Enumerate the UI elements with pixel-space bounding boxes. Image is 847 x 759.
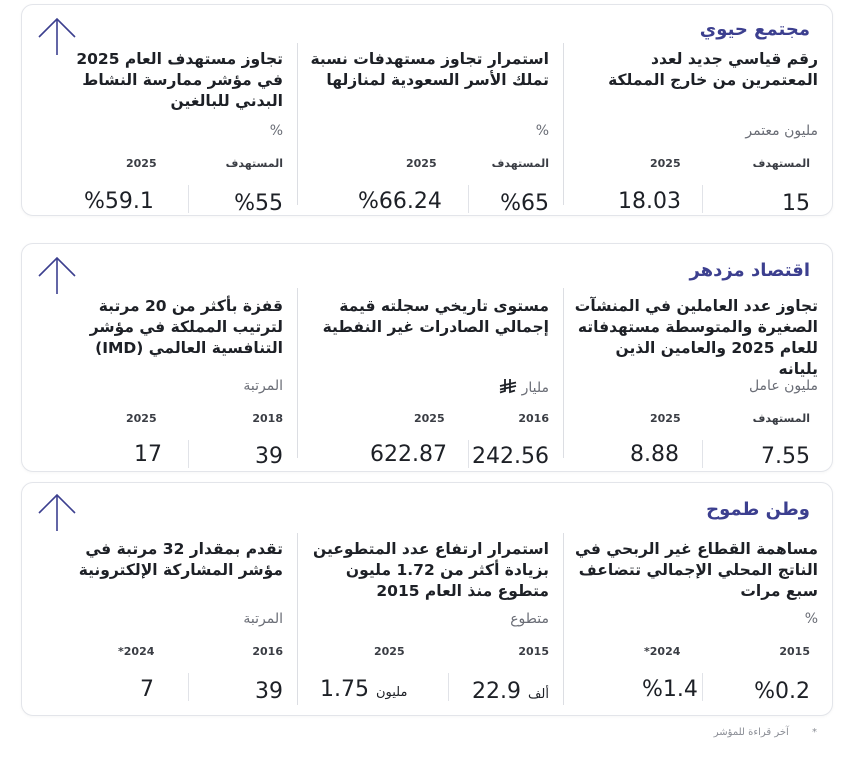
stat-label: 2025 [650,157,681,170]
stat-heading: تجاوز مستهدف العام 2025 في مؤشر ممارسة النشاط البدني للبالغين [76,50,283,110]
stat-value: 39 [255,679,283,704]
stat-value-suffix: مليون [375,685,408,700]
stat-heading: استمرار تجاوز مستهدفات نسبة تملك الأسر السعودية لمنازلها [310,50,549,89]
stat-value: 7 [140,677,154,702]
stat-column [22,483,297,715]
stat-value: %66.24 [358,189,442,214]
section-title: اقتصاد مزدهر [689,260,810,281]
stat-value: %65 [500,191,549,216]
stat-column [298,483,563,715]
section-title: مجتمع حيوي [699,19,810,40]
stat-value [472,679,549,704]
stat-heading: قفزة بأكثر من 20 مرتبة لترتيب المملكة في مؤشر التنافسية العالمي (IMD) [89,297,283,357]
stat-label: 2025 [374,645,405,658]
stat-value: 18.03 [618,189,681,214]
stat-unit: المرتبة [243,378,283,394]
stat-label: 2025 [126,157,157,170]
stat-value: %0.2 [754,679,810,704]
stat-unit: متطوع [510,611,549,627]
section-title: وطن طموح [706,499,810,520]
stat-label: 2024* [644,645,681,658]
stat-column [564,244,832,471]
stat-column [22,244,297,471]
stat-unit [499,378,549,398]
stat-heading: رقم قياسي جديد لعدد المعتمرين من خارج المملكة [608,50,818,89]
stat-heading: تقدم بمقدار 32 مرتبة في مؤشر المشاركة الإلكترونية [78,540,283,579]
footnote [714,727,817,738]
stat-value-number: 1.75 [320,677,369,702]
column-divider [297,288,298,458]
stat-heading: مساهمة القطاع غير الربحي في الناتج المحلي الإجمالي تتضاعف سبع مرات [575,540,818,600]
stat-label: 2018 [252,412,283,425]
stat-value: %59.1 [84,189,154,214]
stat-label: 2024* [118,645,155,658]
stat-unit: % [804,611,818,627]
footnote-text: آخر قراءة للمؤشر [713,727,789,738]
stat-label: المستهدف [491,157,549,170]
stat-column [564,5,832,215]
stat-value: 622.87 [370,442,447,467]
stat-column [298,244,563,471]
stat-label: 2016 [252,645,283,658]
column-divider [563,288,564,458]
stat-unit: مليون معتمر [745,123,818,139]
stat-value: %55 [234,191,283,216]
column-divider [297,533,298,705]
stat-value: %1.4 [642,677,698,702]
stat-column [564,483,832,715]
saudi-riyal-icon [499,378,517,398]
stat-value: 7.55 [761,444,810,469]
column-divider [563,43,564,205]
stat-label: المستهدف [752,412,810,425]
stat-label: 2025 [406,157,437,170]
stat-value: 17 [134,442,162,467]
stat-unit: % [535,123,549,139]
column-divider [563,533,564,705]
stat-label: المستهدف [752,157,810,170]
stat-label: 2015 [779,645,810,658]
stat-value: 242.56 [472,444,549,469]
section-card-ambitious-nation [21,482,833,716]
column-divider [297,43,298,205]
stat-value-suffix: ألف [527,687,549,702]
stat-value [320,677,407,702]
footnote-star: * [812,727,817,738]
stat-heading: تجاوز عدد العاملين في المنشآت الصغيرة والمتوسطة مستهدفاته للعام 2025 والعامين الذين يليانه [574,297,818,378]
stat-column [22,5,297,215]
stat-value: 15 [782,191,810,216]
stat-unit: % [269,123,283,139]
stat-column [298,5,563,215]
stat-value-number: 22.9 [471,679,521,704]
stat-unit-text: مليار [521,380,549,396]
stat-value: 8.88 [630,442,679,467]
stat-value: 39 [255,444,283,469]
stat-label: المستهدف [225,157,283,170]
stat-label: 2025 [650,412,681,425]
section-card-vibrant-society [21,4,833,216]
stat-label: 2016 [518,412,549,425]
stat-label: 2015 [518,645,549,658]
stat-label: 2025 [126,412,157,425]
stat-label: 2025 [414,412,445,425]
stat-unit: المرتبة [243,611,283,627]
stat-heading: مستوى تاريخي سجلته قيمة إجمالي الصادرات غير النفطية [322,297,549,336]
stat-heading: استمرار ارتفاع عدد المتطوعين بزيادة أكثر من 1.72 مليون متطوع منذ العام 2015 [313,540,549,600]
stat-unit: مليون عامل [748,378,818,394]
section-card-thriving-economy [21,243,833,472]
